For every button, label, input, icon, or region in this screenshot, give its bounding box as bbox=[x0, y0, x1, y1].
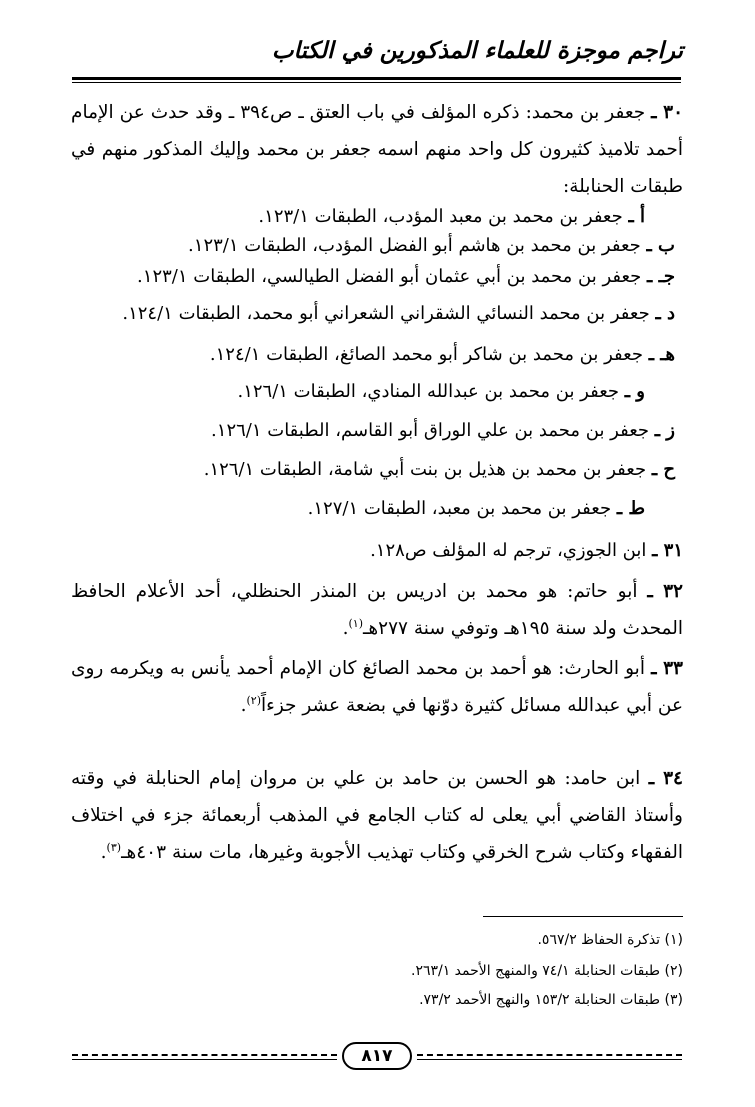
footer-dash-rule-right bbox=[417, 1054, 682, 1056]
list-item-letter: ز ـ bbox=[654, 420, 675, 441]
list-item-text: جعفر بن محمد بن هاشم أبو الفضل المؤدب، الطبقات ١٢٣/١. bbox=[188, 235, 647, 256]
footnote-mark: (١) bbox=[664, 932, 683, 948]
footnote bbox=[83, 961, 683, 981]
list-item-text: جعفر بن محمد النسائي الشقراني الشعراني أبو محمد، الطبقات ١٢٤/١. bbox=[122, 303, 656, 324]
list-item-letter: و ـ bbox=[624, 381, 645, 402]
entry-end: . bbox=[240, 695, 247, 716]
list-item-text: جعفر بن محمد بن هذيل بن بنت أبي شامة، الطبقات ١٢٦/١. bbox=[203, 459, 652, 480]
entry-text: أبو الحارث: هو أحمد بن محمد الصائغ كان الإمام أحمد يأنس به ويكرمه روى عن أبي عبدالله مسائل كثيرة دوّنها في بضعة عشر جزءاً bbox=[71, 658, 683, 716]
entry-31 bbox=[108, 536, 683, 566]
footnote-ref[interactable]: (٢) bbox=[246, 693, 261, 707]
list-item-text: جعفر بن محمد بن علي الوراق أبو القاسم، الطبقات ١٢٦/١. bbox=[211, 420, 655, 441]
footnote-text: تذكرة الحفاظ ٥٦٧/٢. bbox=[537, 932, 661, 948]
list-item-text: جعفر بن محمد بن معبد، الطبقات ١٢٧/١. bbox=[307, 498, 617, 519]
list-item-text: جعفر بن محمد بن عبدالله المنادي، الطبقات ١٢٦/١. bbox=[237, 381, 625, 402]
entry-30 bbox=[71, 94, 683, 205]
list-item bbox=[100, 299, 675, 329]
entry-end: . bbox=[342, 618, 349, 639]
list-item bbox=[100, 455, 675, 485]
list-item-text: جعفر بن محمد بن أبي عثمان أبو الفضل الطيالسي، الطبقات ١٢٣/١. bbox=[137, 266, 648, 287]
footnote-separator bbox=[483, 916, 683, 917]
entry-text: جعفر بن محمد: ذكره المؤلف في باب العتق ـ ص٣٩٤ ـ وقد حدث عن الإمام أحمد تلاميذ كثيرون كل واحد منهم اسمه جعفر بن محمد وإليك المذكور منهم في طبقات الحنابلة: bbox=[71, 102, 683, 197]
list-item-letter: ط ـ bbox=[616, 498, 645, 519]
footnote-ref[interactable]: (٣) bbox=[106, 840, 122, 854]
footer-dash-rule-left bbox=[72, 1054, 337, 1056]
page-number: ٨١٧ bbox=[342, 1042, 412, 1070]
header-rule bbox=[72, 77, 681, 80]
list-item bbox=[70, 202, 645, 232]
entry-number: ٣٠ ـ bbox=[651, 102, 684, 123]
entry-text: أبو حاتم: هو محمد بن ادريس بن المنذر الحنظلي، أحد الأعلام الحافظ المحدث ولد سنة ١٩٥هـ وتوفي سنة ٢٧٧هـ bbox=[71, 581, 683, 639]
entry-number: ٣٤ ـ bbox=[648, 768, 683, 789]
list-item-text: جعفر بن محمد بن معبد المؤدب، الطبقات ١٢٣/١. bbox=[258, 206, 629, 227]
header-rule-thin bbox=[72, 82, 681, 83]
footer-rule-left bbox=[72, 1059, 337, 1060]
footnote-text: طبقات الحنابلة ١٥٣/٢ والنهج الأحمد ٧٣/٢. bbox=[419, 992, 661, 1008]
footnote-mark: (٣) bbox=[664, 992, 683, 1008]
list-item bbox=[70, 377, 645, 407]
list-item bbox=[100, 262, 675, 292]
entry-number: ٣٣ ـ bbox=[651, 658, 683, 679]
list-item-letter: د ـ bbox=[655, 303, 675, 324]
list-item-letter: هـ ـ bbox=[648, 344, 675, 365]
footnote bbox=[83, 930, 683, 950]
entry-number: ٣١ ـ bbox=[652, 540, 683, 561]
entry-32 bbox=[71, 573, 683, 647]
list-item bbox=[70, 494, 645, 524]
footnote bbox=[83, 990, 683, 1010]
entry-34 bbox=[71, 760, 683, 871]
footnote-mark: (٢) bbox=[664, 963, 683, 979]
list-item-letter: جـ ـ bbox=[647, 266, 675, 287]
list-item-letter: ح ـ bbox=[651, 459, 675, 480]
entry-end: . bbox=[100, 842, 107, 863]
footer-rule-right bbox=[417, 1059, 682, 1060]
footnote-text: طبقات الحنابلة ٧٤/١ والمنهج الأحمد ٢٦٣/١. bbox=[410, 963, 661, 979]
list-item-letter: ب ـ bbox=[646, 235, 675, 256]
entry-text: ابن الجوزي، ترجم له المؤلف ص١٢٨. bbox=[370, 540, 653, 561]
list-item-text: جعفر بن محمد بن شاكر أبو محمد الصائغ، الطبقات ١٢٤/١. bbox=[209, 344, 649, 365]
list-item-letter: أ ـ bbox=[628, 206, 645, 227]
list-item bbox=[100, 416, 675, 446]
running-head-title: تراجم موجزة للعلماء المذكورين في الكتاب bbox=[271, 37, 683, 64]
entry-text: ابن حامد: هو الحسن بن حامد بن علي بن مروان إمام الحنابلة في وقته وأستاذ القاضي أبي يعلى له كتاب الجامع في المذهب أربعمائة جزء في اختلاف الفقهاء وكتاب شرح الخرقي وكتاب تهذيب الأجوبة وغيرها، مات سنة ٤٠٣هـ bbox=[71, 768, 683, 863]
list-item bbox=[100, 340, 675, 370]
entry-number: ٣٢ ـ bbox=[647, 581, 683, 602]
page-footer bbox=[72, 1040, 682, 1070]
footnote-ref[interactable]: (١) bbox=[348, 616, 363, 630]
list-item bbox=[100, 231, 675, 261]
entry-33 bbox=[71, 650, 683, 724]
